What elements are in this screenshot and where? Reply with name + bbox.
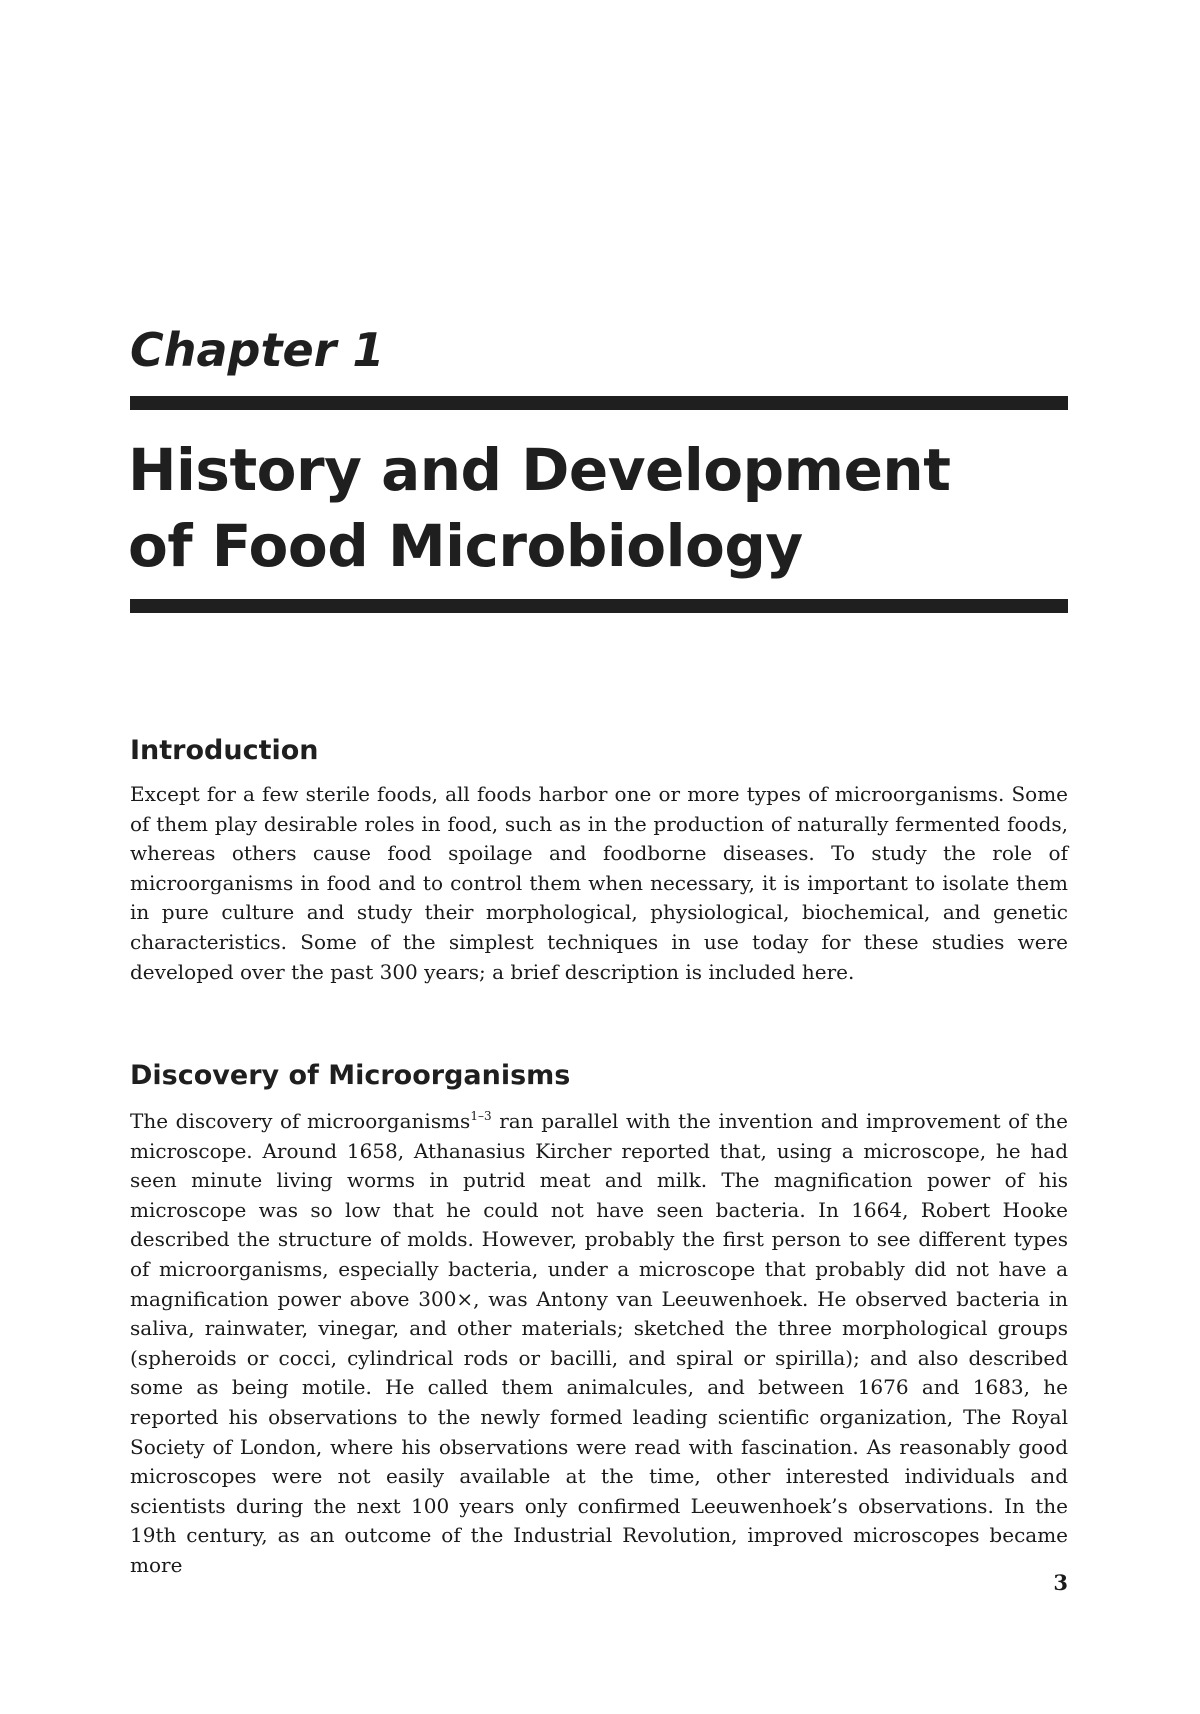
introduction-paragraph: Except for a few sterile foods, all foods harbor one or more types of microorganisms. Some of them play desirable roles in food, such as in the production of naturally fermented foods, whereas others cause food spoilage and foodborne diseases. To study the role of microorganisms in food and to control them when necessary, it is important to isolate them in pure culture and study their morphological, physiological, biochemical, and genetic characteristics. Some of the simplest techniques in use today for these studies were developed over the past 300 years; a brief description is included here. — [130, 782, 1068, 984]
chapter-title-line-1: History and Development — [128, 436, 951, 504]
discovery-paragraph-rest: ran parallel with the invention and improvement of the microscope. Around 1658, Athanasius Kircher reported that, using a microscope, he had seen minute living worms in putrid meat and milk. The magnification power of his microscope was so low that he could not have seen bacteria. In 1664, Robert Hooke described the structure of molds. However, probably the first person to see different types of microorganisms, especially bacteria, under a microscope that probably did not have a magnification power above 300×, was Antony van Leeuwenhoek. He observed bacteria in saliva, rainwater, vinegar, and other materials; sketched the three morphological groups (spheroids or cocci, cylindrical rods or bacilli, and spiral or spirilla); and also described some as being motile. He called them animalcules, and between 1676 and 1683, he reported his observations to the newly formed leading scientific organization, The Royal Society of London, where his observations were read with fascination. As reasonably good microscopes were not easily available at the time, other interested individuals and scientists during the next 100 years only confirmed Leeuwenhoek’s observations. In the 19th century, as an outcome of the Industrial Revolution, improved microscopes became more — [130, 1109, 1068, 1577]
chapter-title-line-2: of Food Microbiology — [128, 512, 803, 580]
chapter-rule-top — [130, 396, 1068, 410]
citation-superscript: 1–3 — [470, 1109, 492, 1123]
chapter-rule-bottom — [130, 599, 1068, 613]
section-heading-introduction: Introduction — [130, 735, 319, 766]
chapter-label: Chapter 1 — [130, 323, 385, 377]
page-number: 3 — [1053, 1570, 1068, 1595]
chapter-title — [128, 432, 950, 584]
section-heading-discovery: Discovery of Microorganisms — [130, 1060, 571, 1091]
discovery-paragraph-start: The discovery of microorganisms — [130, 1109, 471, 1133]
discovery-paragraph — [130, 1107, 1068, 1581]
